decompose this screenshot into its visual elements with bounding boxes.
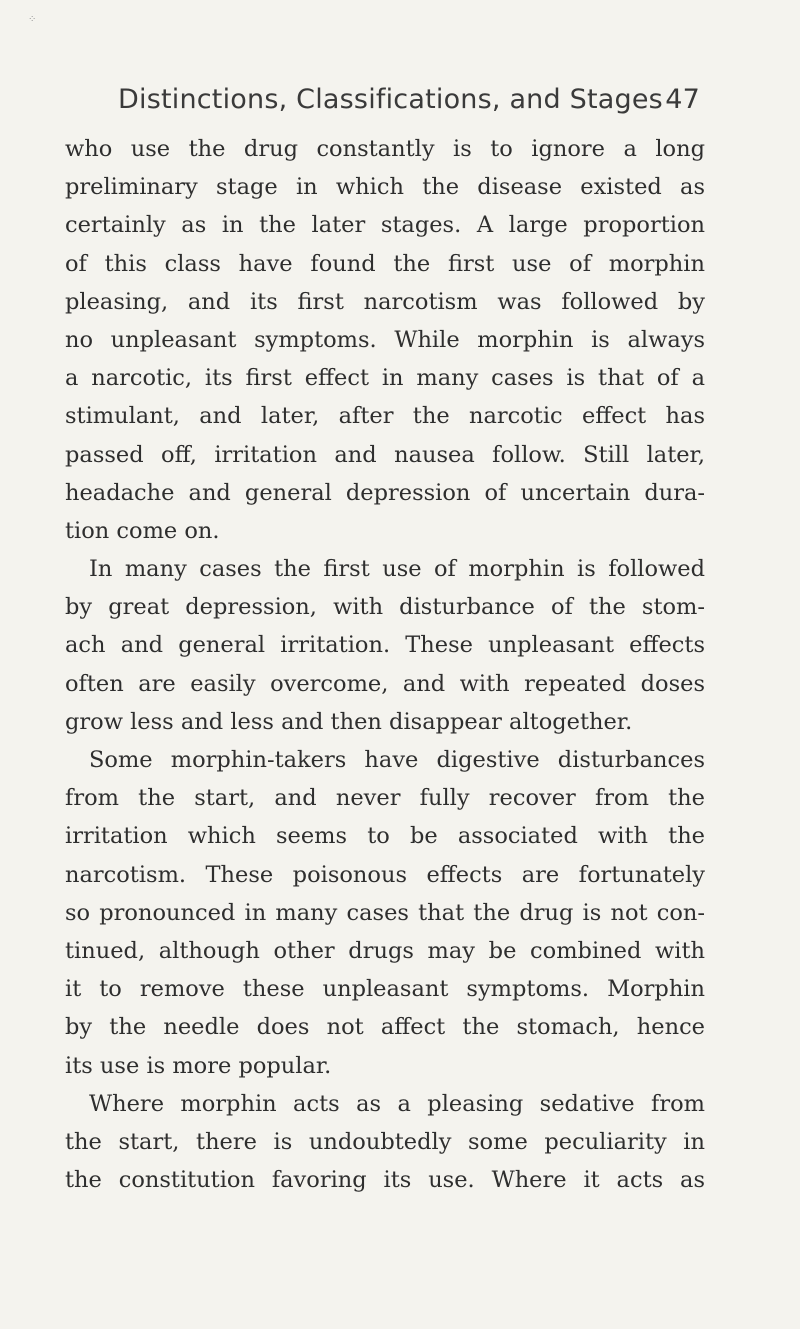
text-line: who use the drug constantly is to ignore a long [65, 136, 705, 162]
text-line: the start, there is undoubtedly some peculiarity in [65, 1128, 705, 1155]
text-line: by great depression, with disturbance of the stom- [65, 594, 705, 621]
text-line: Where morphin acts as a pleasing sedative from [89, 1090, 705, 1117]
text-line: its use is more popular. [65, 1052, 332, 1079]
text-line: tion come on. [65, 517, 220, 544]
text-line: often are easily overcome, and with repeated doses [65, 670, 705, 697]
text-line: pleasing, and its first narcotism was followed by [65, 288, 705, 315]
paragraph [65, 130, 705, 550]
text-line: no unpleasant symptoms. While morphin is always [65, 326, 705, 353]
paragraph [65, 741, 705, 1085]
text-line: certainly as in the later stages. A large proportion [65, 212, 705, 239]
paragraph [65, 1085, 705, 1200]
text-line: irritation which seems to be associated with the [65, 823, 705, 850]
text-line: of this class have found the first use of morphin [65, 250, 705, 277]
text-line: narcotism. These poisonous effects are fortunately [65, 861, 705, 888]
text-line: ach and general irritation. These unpleasant effects [65, 632, 705, 659]
margin-mark: ⁘ [28, 14, 37, 25]
text-line: headache and general depression of uncertain dura- [65, 479, 705, 506]
running-head [118, 76, 700, 124]
page-number: 47 [665, 84, 700, 115]
text-line: In many cases the first use of morphin is followed [89, 556, 705, 583]
text-line: so pronounced in many cases that the drug is not con- [65, 899, 705, 926]
text-line: it to remove these unpleasant symptoms. Morphin [65, 976, 705, 1003]
paragraph [65, 550, 705, 741]
text-line: Some morphin-takers have digestive disturbances [89, 747, 705, 773]
text-line: passed off, irritation and nausea follow. Still later, [65, 441, 705, 468]
text-line: a narcotic, its first effect in many cases is that of a [65, 365, 705, 392]
body-text [65, 130, 705, 1199]
text-line: from the start, and never fully recover from the [65, 785, 705, 812]
text-line: the constitution favoring its use. Where it acts as [65, 1167, 705, 1194]
chapter-title: Distinctions, Classifications, and Stages [118, 84, 663, 115]
text-line: preliminary stage in which the disease existed as [65, 174, 705, 201]
text-line: grow less and less and then disappear altogether. [65, 708, 633, 735]
text-line: tinued, although other drugs may be combined with [65, 937, 705, 964]
text-line: by the needle does not affect the stomach, hence [65, 1014, 705, 1041]
text-line: stimulant, and later, after the narcotic effect has [65, 403, 705, 430]
